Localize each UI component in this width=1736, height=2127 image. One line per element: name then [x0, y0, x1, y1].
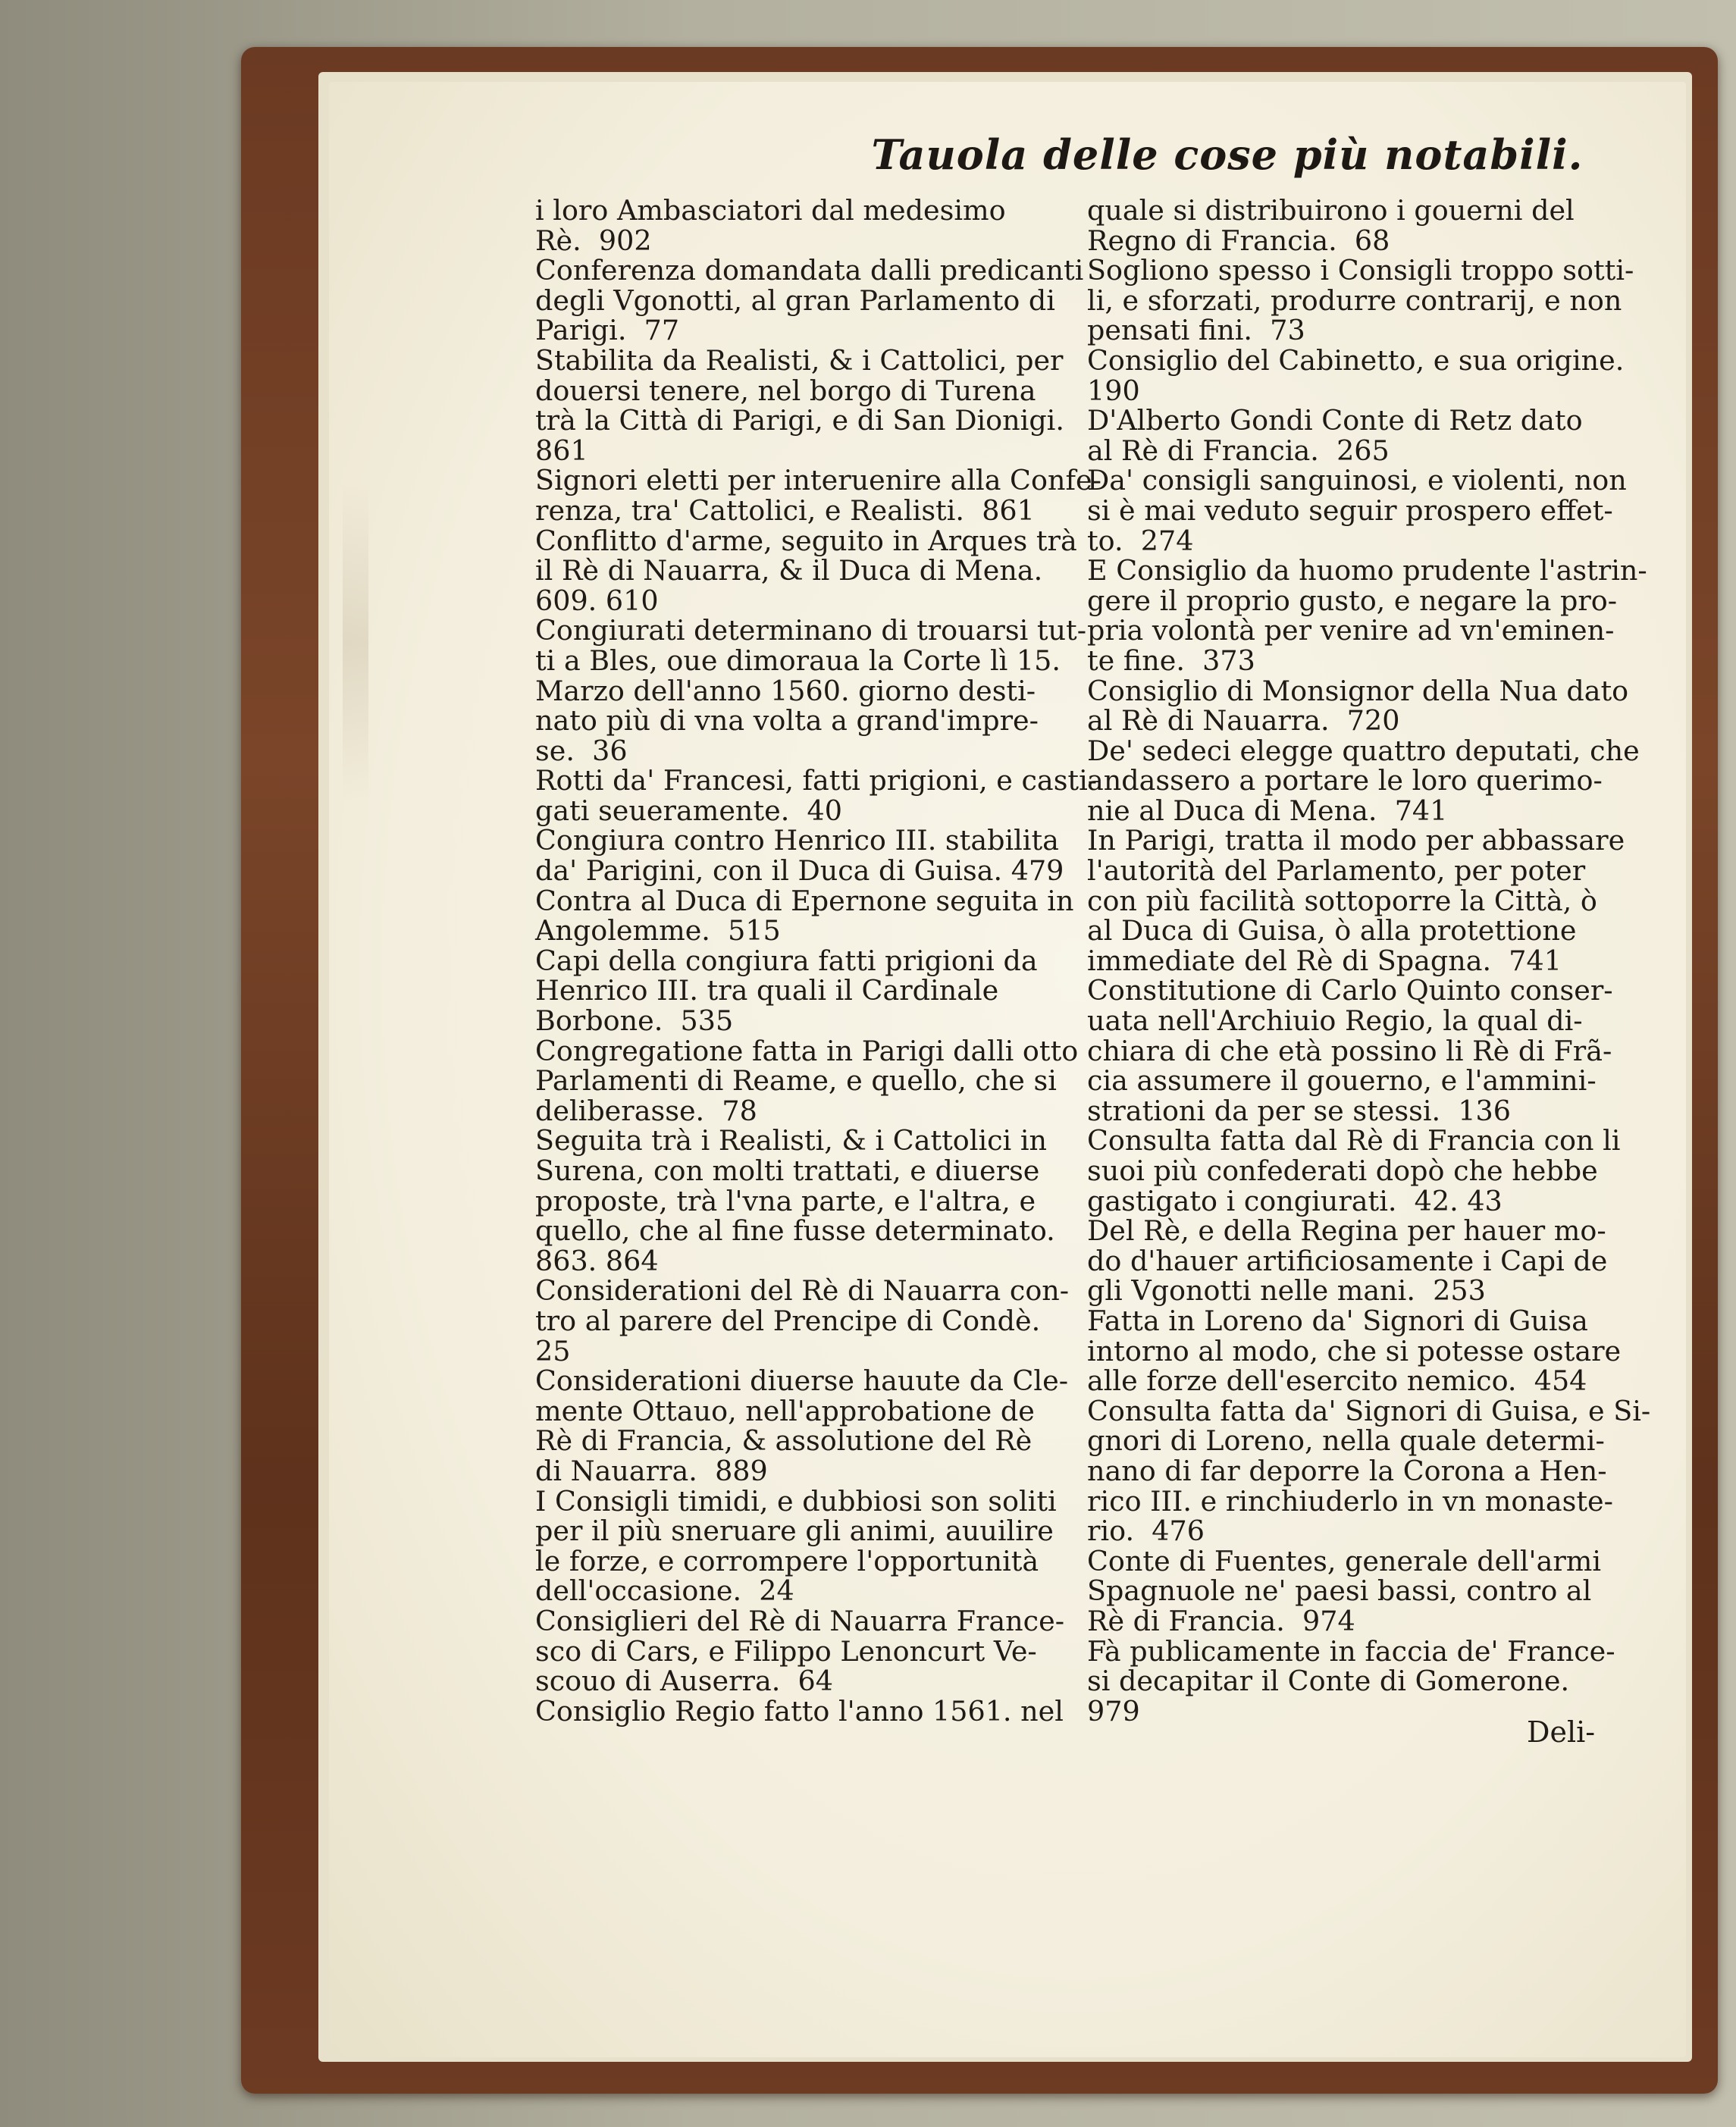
index-entry	[1087, 465, 1633, 556]
entry-line: gli Vgonotti nelle mani. 253	[1087, 1274, 1486, 1308]
entry-line: rico III. e rinchiuderlo in vn monaste-	[1087, 1484, 1613, 1518]
entry-line: al Duca di Guisa, ò alla protettione	[1087, 914, 1577, 948]
entry-line: 609. 610	[535, 584, 659, 617]
entry-line: Considerationi del Rè di Nauarra con-	[535, 1274, 1070, 1308]
index-entry	[535, 1364, 1069, 1487]
entry-line: De' sedeci elegge quattro deputati, che	[1087, 734, 1640, 767]
entry-line: trà la Città di Parigi, e di San Dionigi.	[535, 404, 1064, 437]
entry-line: Spagnuole ne' paesi bassi, contro al	[1087, 1574, 1592, 1608]
index-entry	[1087, 343, 1633, 407]
entry-line: con più facilità sottoporre la Città, ò	[1087, 884, 1597, 917]
catchword: Deli-	[1527, 1715, 1596, 1749]
entry-line: le forze, e corrompere l'opportunità	[535, 1544, 1039, 1577]
entry-line: li, e sforzati, produrre contrarij, e non	[1087, 283, 1622, 317]
entry-line: strationi da per se stessi. 136	[1087, 1094, 1511, 1127]
index-entry	[535, 764, 1098, 827]
entry-line: per il più sneruare gli animi, auuilire	[535, 1515, 1054, 1548]
entry-line: l'autorità del Parlamento, per poter	[1087, 854, 1586, 888]
index-entry	[1087, 196, 1633, 255]
index-entry	[535, 1486, 1066, 1606]
entry-line: Marzo dell'anno 1560. giorno desti-	[535, 674, 1036, 707]
left-column	[535, 194, 1101, 1728]
entry-line: scouo di Auserra. 64	[535, 1665, 833, 1698]
entry-line: pensati fini. 73	[1087, 314, 1305, 347]
entry-line: Seguita trà i Realisti, & i Cattolici in	[535, 1124, 1048, 1157]
entry-line: Rè. 902	[535, 224, 652, 257]
entry-line: uata nell'Archiuio Regio, la qual di-	[1087, 1004, 1583, 1038]
entry-line: sco di Cars, e Filippo Lenoncurt Ve-	[535, 1634, 1037, 1668]
entry-line: Constitutione di Carlo Quinto conser-	[1087, 974, 1613, 1007]
entry-line: Angolemme. 515	[535, 914, 781, 948]
entry-line: pria volontà per venire ad vn'eminen-	[1087, 614, 1615, 647]
entry-line: do d'hauer artificiosamente i Capi de	[1087, 1244, 1608, 1277]
entry-line: Contra al Duca di Epernone seguita in	[535, 884, 1074, 917]
entry-line: cia assumere il gouerno, e l'ammini-	[1087, 1064, 1597, 1098]
right-column	[1087, 194, 1651, 1728]
entry-line: Rotti da' Francesi, fatti prigioni, e casti-	[535, 764, 1098, 797]
entry-line: Capi della congiura fatti prigioni da	[535, 944, 1038, 977]
index-entry	[535, 1126, 1066, 1276]
index-entry	[535, 343, 1066, 467]
index-entry	[1087, 676, 1633, 736]
index-entry	[535, 464, 1101, 527]
entry-line: il Rè di Nauarra, & il Duca di Mena.	[535, 554, 1043, 587]
index-entry	[535, 1274, 1070, 1367]
entry-line: Consulta fatta da' Signori di Guisa, e Si-	[1087, 1394, 1651, 1427]
index-entry	[535, 254, 1084, 347]
entry-line: dell'occasione. 24	[535, 1574, 794, 1608]
index-entry	[1087, 554, 1647, 677]
index-entry	[1087, 1216, 1633, 1306]
entry-line: chiara di che età possino li Rè di Frã-	[1087, 1034, 1612, 1067]
index-entry	[1087, 976, 1633, 1126]
index-entry	[1087, 1546, 1633, 1637]
entry-line: si decapitar il Conte di Gomerone.	[1087, 1665, 1570, 1698]
entry-line: di Nauarra. 889	[535, 1454, 768, 1487]
index-entry	[535, 524, 1077, 617]
entry-line: Stabilita da Realisti, & i Cattolici, per	[535, 343, 1064, 377]
index-entry	[535, 824, 1066, 888]
entry-line: Fatta in Loreno da' Signori di Guisa	[1087, 1304, 1588, 1337]
entry-line: Congregatione fatta in Parigi dalli otto	[535, 1034, 1079, 1067]
entry-line: Del Rè, e della Regina per hauer mo-	[1087, 1214, 1606, 1248]
entry-line: Congiura contro Henrico III. stabilita	[535, 824, 1059, 857]
entry-line: al Rè di Francia. 265	[1087, 434, 1390, 467]
entry-line: Congiurati determinano di trouarsi tut-	[535, 614, 1087, 647]
entry-line: Consiglio Regio fatto l'anno 1561. nel	[535, 1694, 1064, 1728]
entry-line: alle forze dell'esercito nemico. 454	[1087, 1364, 1587, 1398]
entry-line: Borbone. 535	[535, 1004, 734, 1038]
entry-line: te fine. 373	[1087, 644, 1255, 677]
index-entry	[535, 1606, 1066, 1696]
entry-line: gastigato i congiurati. 42. 43	[1087, 1184, 1503, 1217]
entry-line: nano di far deporre la Corona a Hen-	[1087, 1454, 1607, 1487]
entry-line: 861	[535, 434, 588, 467]
index-entry	[1087, 1126, 1633, 1216]
entry-line: 190	[1087, 374, 1140, 407]
entry-line: si è mai veduto seguir prospero effet-	[1087, 493, 1613, 527]
index-entry	[535, 1034, 1079, 1127]
entry-line: to. 274	[1087, 524, 1194, 557]
index-entry	[535, 884, 1074, 948]
entry-line: Consiglieri del Rè di Nauarra France-	[535, 1604, 1065, 1637]
entry-line: I Consigli timidi, e dubbiosi son soliti	[535, 1484, 1057, 1518]
entry-line: deliberasse. 78	[535, 1094, 757, 1127]
entry-line: Da' consigli sanguinosi, e violenti, non	[1087, 464, 1627, 497]
entry-line: immediate del Rè di Spagna. 741	[1087, 944, 1562, 977]
entry-line: Conferenza domandata dalli predicanti	[535, 254, 1084, 287]
entry-line: mente Ottauo, nell'approbatione de	[535, 1394, 1035, 1427]
entry-line: suoi più confederati dopò che hebbe	[1087, 1154, 1598, 1187]
entry-line: Considerationi diuerse hauute da Cle-	[535, 1364, 1069, 1398]
entry-line: E Consiglio da huomo prudente l'astrin-	[1087, 554, 1647, 587]
entry-line: Parlamenti di Reame, e quello, che si	[535, 1064, 1057, 1098]
entry-line: tro al parere del Prencipe di Condè.	[535, 1304, 1041, 1337]
index-entry	[1087, 1394, 1651, 1548]
index-entry	[1087, 406, 1633, 465]
entry-line: Fà publicamente in faccia de' France-	[1087, 1634, 1615, 1668]
entry-line: Conflitto d'arme, seguito in Arques trà	[535, 524, 1077, 557]
entry-line: i loro Ambasciatori dal medesimo	[535, 194, 1006, 227]
index-entry	[535, 1696, 1066, 1727]
index-entry	[535, 946, 1066, 1036]
entry-line: 25	[535, 1334, 571, 1367]
entry-line: gati seueramente. 40	[535, 794, 842, 827]
entry-line: nato più di vna volta a grand'impre-	[535, 704, 1039, 738]
page-stain	[343, 484, 368, 802]
entry-line: intorno al modo, che si potesse ostare	[1087, 1334, 1622, 1367]
entry-line: Rè di Francia. 974	[1087, 1604, 1355, 1637]
entry-line: Henrico III. tra quali il Cardinale	[535, 974, 999, 1007]
entry-line: 863. 864	[535, 1244, 659, 1277]
entry-line: andassero a portare le loro querimo-	[1087, 764, 1603, 797]
entry-line: quello, che al fine fusse determinato.	[535, 1214, 1055, 1248]
entry-line: al Rè di Nauarra. 720	[1087, 704, 1400, 738]
entry-line: proposte, trà l'vna parte, e l'altra, e	[535, 1184, 1036, 1217]
entry-line: Rè di Francia, & assolutione del Rè	[535, 1424, 1033, 1458]
entry-line: Conte di Fuentes, generale dell'armi	[1087, 1544, 1602, 1577]
entry-line: Signori eletti per interuenire alla Confe-	[535, 464, 1101, 497]
entry-line: douersi tenere, nel borgo di Turena	[535, 374, 1036, 407]
index-entry	[1087, 255, 1633, 346]
entry-line: Regno di Francia. 68	[1087, 224, 1390, 257]
entry-line: nie al Duca di Mena. 741	[1087, 794, 1448, 827]
index-entry	[535, 614, 1087, 767]
entry-line: quale si distribuirono i gouerni del	[1087, 194, 1575, 227]
index-entry	[1087, 825, 1633, 976]
index-entry	[535, 196, 1066, 255]
entry-line: 979	[1087, 1694, 1140, 1728]
entry-line: rio. 476	[1087, 1515, 1205, 1548]
entry-line: Consiglio del Cabinetto, e sua origine.	[1087, 343, 1625, 377]
entry-line: ti a Bles, oue dimoraua la Corte lì 15.	[535, 644, 1061, 677]
entry-line: Sogliono spesso i Consigli troppo sotti-	[1087, 254, 1634, 287]
book-page	[329, 82, 1686, 2057]
entry-line: da' Parigini, con il Duca di Guisa. 479	[535, 854, 1064, 888]
entry-line: Consulta fatta dal Rè di Francia con li	[1087, 1124, 1621, 1157]
entry-line: renza, tra' Cattolici, e Realisti. 861	[535, 493, 1035, 527]
index-entry	[1087, 734, 1640, 827]
entry-line: degli Vgonotti, al gran Parlamento di	[535, 283, 1055, 317]
entry-line: D'Alberto Gondi Conte di Retz dato	[1087, 404, 1583, 437]
entry-line: se. 36	[535, 734, 628, 767]
entry-line: gnori di Loreno, nella quale determi-	[1087, 1424, 1605, 1458]
entry-line: Consiglio di Monsignor della Nua dato	[1087, 674, 1629, 707]
index-entry	[1087, 1306, 1633, 1396]
entry-line: Parigi. 77	[535, 314, 680, 347]
entry-line: gere il proprio gusto, e negare la pro-	[1087, 584, 1618, 617]
entry-line: Surena, con molti trattati, e diuerse	[535, 1154, 1040, 1187]
index-entry	[1087, 1634, 1633, 1728]
entry-line: In Parigi, tratta il modo per abbassare	[1087, 824, 1625, 857]
running-header: Tauola delle cose più notabili.	[871, 130, 1584, 179]
